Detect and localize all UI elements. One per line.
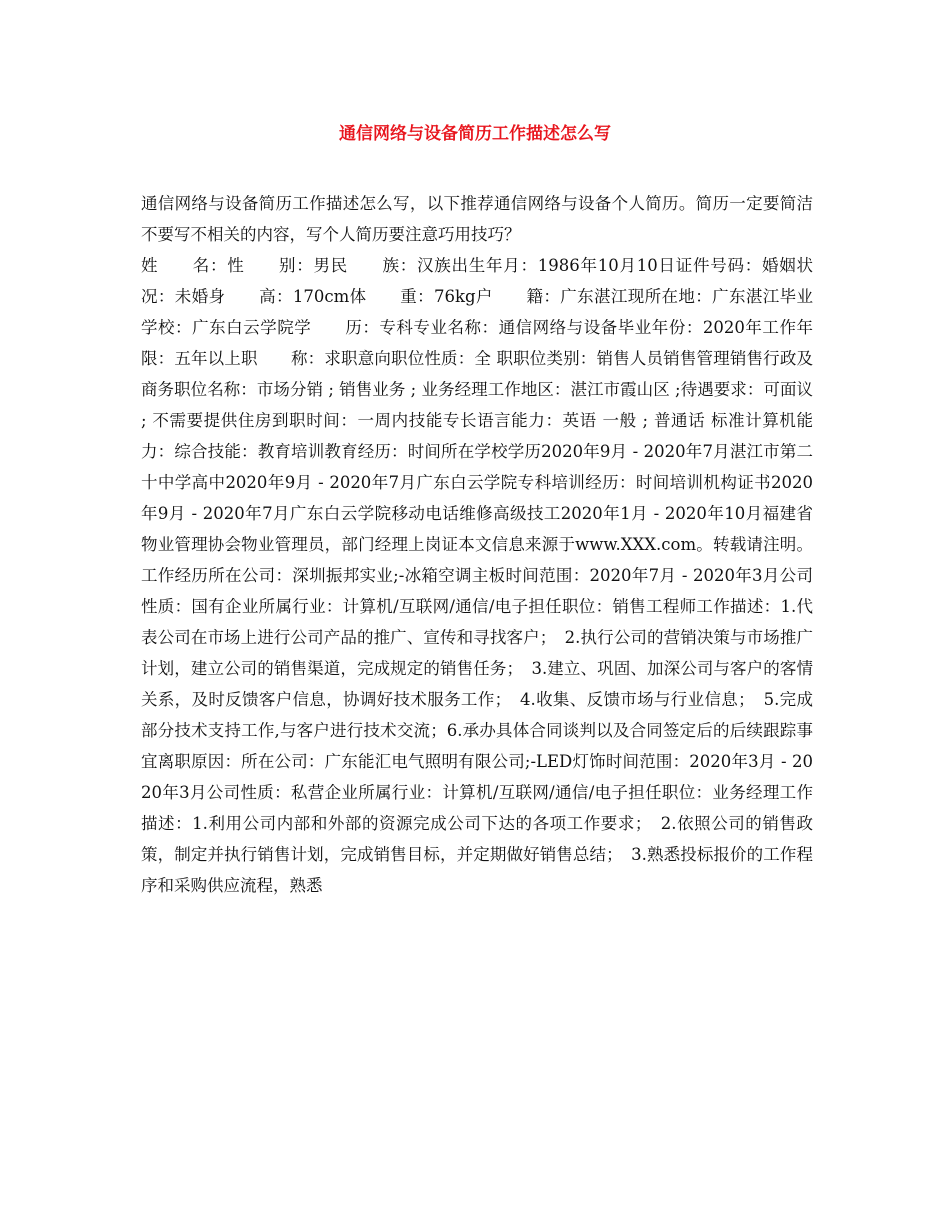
resume-details-paragraph: 姓 名：性 别：男民 族：汉族出生年月：1986年10月10日证件号码：婚姻状况：未婚身 高：170cm体 重：76kg户 籍：广东湛江现所在地：广东湛江毕业学校：广东白云学院学 历：专科专业名称：通信网络与设备毕业年份：2020年工作年限：五年以上职 称：求职意向职位性质：全 职职位类别：销售人员销售管理销售行政及商务职位名称：市场分销 ; 销售业务 ; 业务经理工作地区：湛江市霞山区 ;待遇要求：可面议 ; 不需要提供住房到职时间：一周内技能专长语言能力：英语 一般 ; 普通话 标准计算机能力：综合技能：教育培训教育经历：时间所在学校学历2020年9月 - 2020年7月湛江市第二十中学高中2020年9月 - 2020年7月广东白云学院专科培训经历：时间培训机构证书2020年9月 - 2020年7月广东白云学院移动电话维修高级技工2020年1月 - 2020年10月福建省物业管理协会物业管理员，部门经理上岗证本文信息来源于www.XXX.com。转载请注明。工作经历所在公司：深圳振邦实业;-冰箱空调主板时间范围：2020年7月 - 2020年3月公司性质：国有企业所属行业：计算机/互联网/通信/电子担任职位：销售工程师工作描述：1.代表公司在市场上进行公司产品的推广、宣传和寻找客户； 2.执行公司的营销决策与市场推广计划，建立公司的销售渠道，完成规定的销售任务； 3.建立、巩固、加深公司与客户的客情关系，及时反馈客户信息，协调好技术服务工作； 4.收集、反馈市场与行业信息； 5.完成部分技术支持工作,与客户进行技术交流；6.承办具体合同谈判以及合同签定后的后续跟踪事宜离职原因：所在公司：广东能汇电气照明有限公司;-LED灯饰时间范围：2020年3月 - 2020年3月公司性质：私营企业所属行业：计算机/互联网/通信/电子担任职位：业务经理工作描述：1.利用公司内部和外部的资源完成公司下达的各项工作要求； 2.依照公司的销售政策，制定并执行销售计划，完成销售目标，并定期做好销售总结； 3.熟悉投标报价的工作程序和采购供应流程，熟悉 (141, 256, 813, 895)
document-title: 通信网络与设备简历工作描述怎么写 (339, 124, 611, 144)
intro-paragraph: 通信网络与设备简历工作描述怎么写，以下推荐通信网络与设备个人简历。简历一定要简洁不要写不相关的内容，写个人简历要注意巧用技巧？ (141, 194, 813, 244)
document-body (141, 188, 813, 901)
